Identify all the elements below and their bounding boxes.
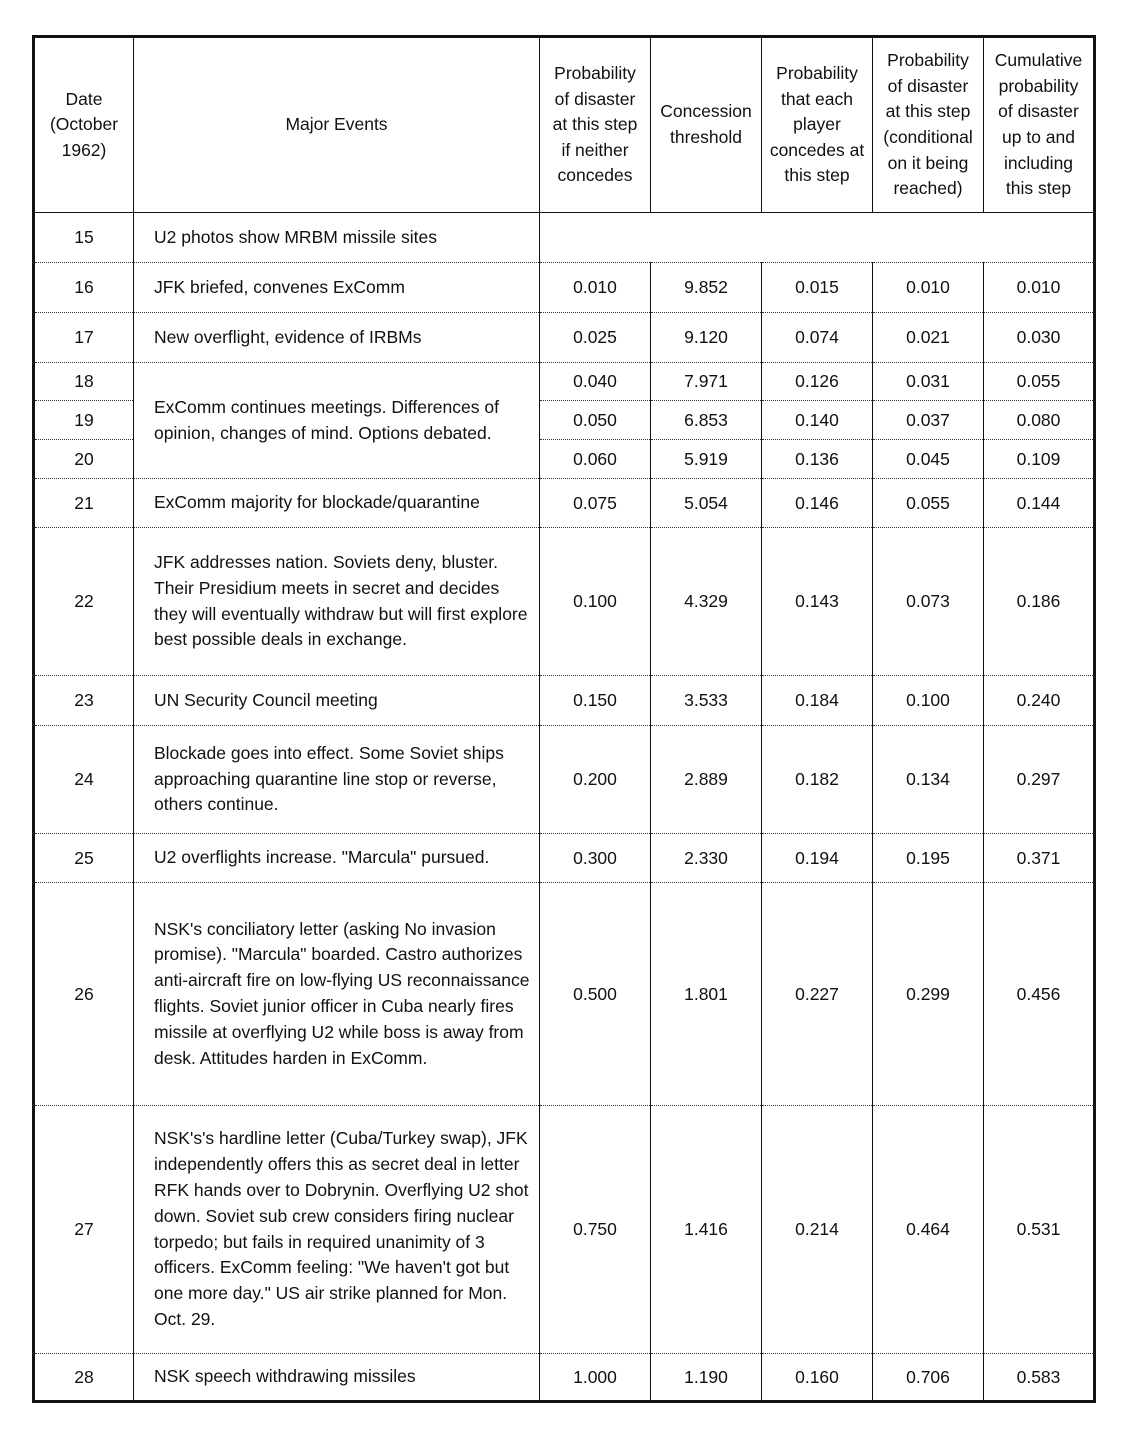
date-cell: 21 (34, 479, 134, 528)
prob-disaster-neither-cell: 0.010 (540, 263, 651, 313)
prob-disaster-conditional-cell: 0.706 (873, 1354, 984, 1402)
prob-disaster-neither-cell: 0.200 (540, 726, 651, 834)
prob-disaster-conditional-cell: 0.010 (873, 263, 984, 313)
concession-threshold-cell: 3.533 (651, 676, 762, 726)
date-cell: 27 (34, 1106, 134, 1354)
prob-concede-cell: 0.227 (762, 883, 873, 1106)
prob-disaster-conditional-cell: 0.037 (873, 401, 984, 440)
date-cell: 15 (34, 213, 134, 263)
prob-concede-cell: 0.182 (762, 726, 873, 834)
date-cell: 19 (34, 401, 134, 440)
table-row (34, 363, 1095, 401)
events-cell: U2 photos show MRBM missile sites (134, 213, 540, 263)
date-cell: 23 (34, 676, 134, 726)
table-row (34, 1354, 1095, 1402)
date-cell: 24 (34, 726, 134, 834)
cumulative-prob-cell: 0.583 (984, 1354, 1095, 1402)
table-row (34, 313, 1095, 363)
prob-disaster-conditional-cell: 0.045 (873, 440, 984, 479)
prob-disaster-conditional-cell: 0.055 (873, 479, 984, 528)
empty-values-cell (540, 213, 1095, 263)
prob-concede-cell: 0.194 (762, 834, 873, 883)
concession-threshold-cell: 6.853 (651, 401, 762, 440)
events-cell: NSK's's hardline letter (Cuba/Turkey swap), JFK independently offers this as secret deal in letter RFK hands over to Dobrynin. Overflying U2 shot down. Soviet sub crew considers firing nuclear torpedo; but fails in required unanimity of 3 officers. ExComm feeling: "We haven't got but one more day." US air strike planned for Mon. Oct. 29. (134, 1106, 540, 1354)
table-row (34, 1106, 1095, 1354)
events-cell: ExComm majority for blockade/quarantine (134, 479, 540, 528)
concession-threshold-cell: 5.054 (651, 479, 762, 528)
header-concession-threshold: Concession threshold (651, 37, 762, 213)
prob-concede-cell: 0.015 (762, 263, 873, 313)
cumulative-prob-cell: 0.531 (984, 1106, 1095, 1354)
date-cell: 17 (34, 313, 134, 363)
concession-threshold-cell: 9.852 (651, 263, 762, 313)
cumulative-prob-cell: 0.297 (984, 726, 1095, 834)
crisis-table (32, 35, 1096, 1403)
concession-threshold-cell: 1.190 (651, 1354, 762, 1402)
events-cell: Blockade goes into effect. Some Soviet ships approaching quarantine line stop or reverse, others continue. (134, 726, 540, 834)
concession-threshold-cell: 5.919 (651, 440, 762, 479)
prob-disaster-conditional-cell: 0.134 (873, 726, 984, 834)
header-date: Date (October 1962) (34, 37, 134, 213)
prob-disaster-conditional-cell: 0.031 (873, 363, 984, 401)
concession-threshold-cell: 2.330 (651, 834, 762, 883)
prob-disaster-conditional-cell: 0.195 (873, 834, 984, 883)
date-cell: 28 (34, 1354, 134, 1402)
prob-disaster-neither-cell: 0.075 (540, 479, 651, 528)
concession-threshold-cell: 7.971 (651, 363, 762, 401)
table-row (34, 213, 1095, 263)
header-prob-disaster-neither: Probability of disaster at this step if neither concedes (540, 37, 651, 213)
events-cell: UN Security Council meeting (134, 676, 540, 726)
prob-disaster-neither-cell: 0.150 (540, 676, 651, 726)
cumulative-prob-cell: 0.080 (984, 401, 1095, 440)
prob-disaster-neither-cell: 0.025 (540, 313, 651, 363)
prob-disaster-neither-cell: 0.050 (540, 401, 651, 440)
table-row (34, 726, 1095, 834)
prob-concede-cell: 0.160 (762, 1354, 873, 1402)
cumulative-prob-cell: 0.055 (984, 363, 1095, 401)
prob-disaster-neither-cell: 0.100 (540, 528, 651, 676)
events-cell: JFK addresses nation. Soviets deny, bluster. Their Presidium meets in secret and decides they will eventually withdraw but will first explore best possible deals in exchange. (134, 528, 540, 676)
events-cell: ExComm continues meetings. Differences of opinion, changes of mind. Options debated. (134, 363, 540, 479)
events-cell: NSK speech withdrawing missiles (134, 1354, 540, 1402)
cumulative-prob-cell: 0.240 (984, 676, 1095, 726)
prob-disaster-neither-cell: 1.000 (540, 1354, 651, 1402)
events-cell: New overflight, evidence of IRBMs (134, 313, 540, 363)
concession-threshold-cell: 2.889 (651, 726, 762, 834)
prob-concede-cell: 0.184 (762, 676, 873, 726)
date-cell: 20 (34, 440, 134, 479)
prob-concede-cell: 0.140 (762, 401, 873, 440)
date-cell: 18 (34, 363, 134, 401)
cumulative-prob-cell: 0.456 (984, 883, 1095, 1106)
prob-disaster-neither-cell: 0.040 (540, 363, 651, 401)
table-row (34, 479, 1095, 528)
prob-disaster-neither-cell: 0.300 (540, 834, 651, 883)
prob-disaster-conditional-cell: 0.073 (873, 528, 984, 676)
table-row (34, 883, 1095, 1106)
prob-disaster-neither-cell: 0.060 (540, 440, 651, 479)
concession-threshold-cell: 4.329 (651, 528, 762, 676)
prob-concede-cell: 0.214 (762, 1106, 873, 1354)
prob-disaster-neither-cell: 0.500 (540, 883, 651, 1106)
events-cell: JFK briefed, convenes ExComm (134, 263, 540, 313)
table-row (34, 676, 1095, 726)
table-row (34, 263, 1095, 313)
header-row (34, 37, 1095, 213)
date-cell: 16 (34, 263, 134, 313)
prob-concede-cell: 0.146 (762, 479, 873, 528)
prob-concede-cell: 0.136 (762, 440, 873, 479)
prob-disaster-conditional-cell: 0.100 (873, 676, 984, 726)
cumulative-prob-cell: 0.010 (984, 263, 1095, 313)
date-cell: 25 (34, 834, 134, 883)
cumulative-prob-cell: 0.144 (984, 479, 1095, 528)
prob-concede-cell: 0.143 (762, 528, 873, 676)
concession-threshold-cell: 9.120 (651, 313, 762, 363)
cumulative-prob-cell: 0.030 (984, 313, 1095, 363)
cumulative-prob-cell: 0.109 (984, 440, 1095, 479)
date-cell: 26 (34, 883, 134, 1106)
cumulative-prob-cell: 0.371 (984, 834, 1095, 883)
table-header (34, 37, 1095, 213)
prob-disaster-neither-cell: 0.750 (540, 1106, 651, 1354)
prob-concede-cell: 0.126 (762, 363, 873, 401)
prob-disaster-conditional-cell: 0.299 (873, 883, 984, 1106)
table-row (34, 528, 1095, 676)
prob-concede-cell: 0.074 (762, 313, 873, 363)
prob-disaster-conditional-cell: 0.464 (873, 1106, 984, 1354)
concession-threshold-cell: 1.416 (651, 1106, 762, 1354)
header-major-events: Major Events (134, 37, 540, 213)
header-prob-concede: Probability that each player concedes at this step (762, 37, 873, 213)
header-prob-disaster-conditional: Probability of disaster at this step (conditional on it being reached) (873, 37, 984, 213)
concession-threshold-cell: 1.801 (651, 883, 762, 1106)
cumulative-prob-cell: 0.186 (984, 528, 1095, 676)
events-cell: NSK's conciliatory letter (asking No invasion promise). "Marcula" boarded. Castro authorizes anti-aircraft fire on low-flying US reconnaissance flights. Soviet junior officer in Cuba nearly fires missile at overflying U2 while boss is away from desk. Attitudes harden in ExComm. (134, 883, 540, 1106)
date-cell: 22 (34, 528, 134, 676)
prob-disaster-conditional-cell: 0.021 (873, 313, 984, 363)
table-row (34, 834, 1095, 883)
table-body (34, 213, 1095, 1402)
header-cumulative-prob: Cumulative probability of disaster up to and including this step (984, 37, 1095, 213)
events-cell: U2 overflights increase. "Marcula" pursued. (134, 834, 540, 883)
